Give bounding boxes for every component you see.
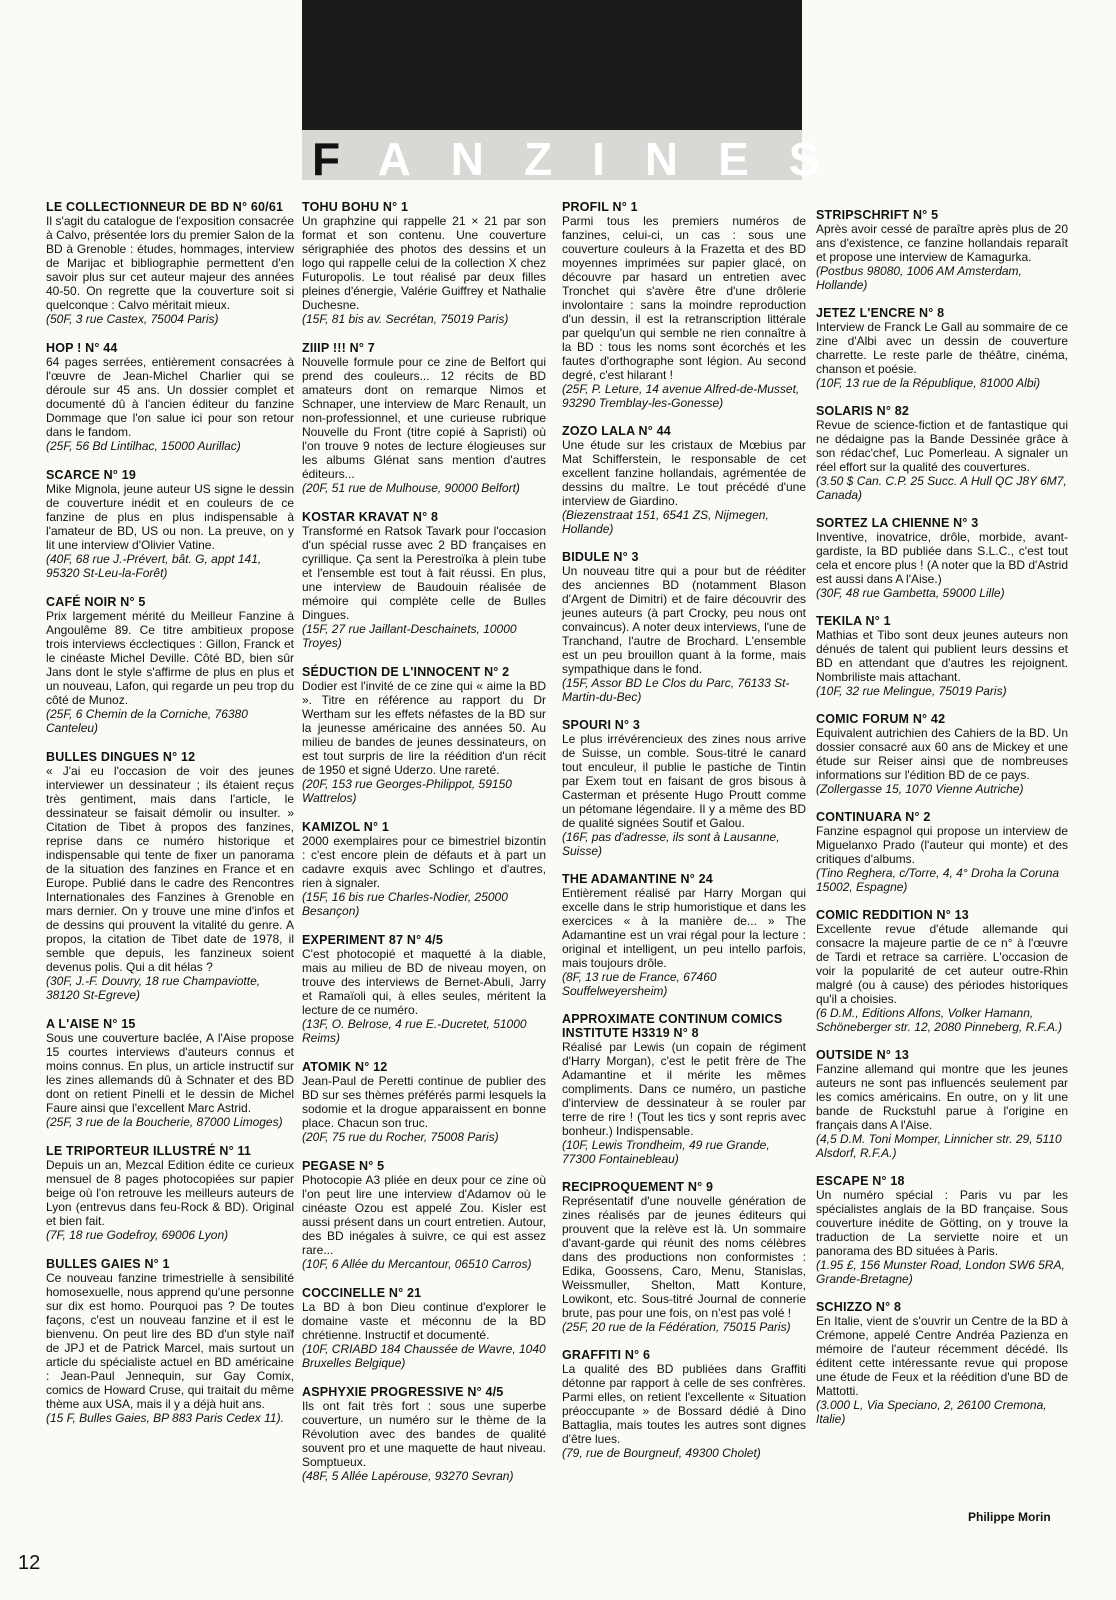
entry-title: BIDULE N° 3 — [562, 550, 639, 564]
entry-address: (4,5 D.M. Toni Momper, Linnicher str. 29, 5110 Alsdorf, R.F.A.) — [816, 1132, 1062, 1160]
entry-address: (20F, 153 rue Georges-Philippot, 59150 Wattrelos) — [302, 777, 512, 805]
entry-title: ATOMIK N° 12 — [302, 1060, 388, 1074]
entry-body: Sous une couverture baclée, A l'Aise propose 15 courtes interviews d'auteurs connus et moins connus. En plus, un article instructif sur les zines allemands dû à Schnater et des BD dont on retient Pinelli et le dessin de Michel Faure ainsi que l'excellent Marc Astrid. — [46, 1031, 294, 1115]
entry-body: Ce nouveau fanzine trimestrielle à sensibilité homosexuelle, nous apprend qu'une personne sur dix est homo. Pourquoi pas ? De toutes façons, c'est un nouveau fanzine et il est le bienvenu. On peut lire des BD d'un style naïf de JPJ et de Patrick Marcel, mais surtout un article du spécialiste actuel en BD américaine : Jean-Paul Jennequin, sur Gay Comix, comics de Howard Cruse, qui traitait du même thème aux USA, mais il y a déjà huit ans. — [46, 1271, 294, 1411]
entry-address: (Postbus 98080, 1006 AM Amsterdam, Hollande) — [816, 264, 1022, 292]
review-entry — [302, 1385, 546, 1483]
review-entry — [302, 341, 546, 495]
entry-title: SPOURI N° 3 — [562, 718, 641, 732]
entry-address: (15F, 27 rue Jaillant-Deschainets, 10000 Troyes) — [302, 622, 517, 650]
entry-body: Transformé en Ratsok Tavark pour l'occasion d'un spécial russe avec 2 BD françaises en cyrillique. Ça sent la Perestroïka à plein tube et l'ensemble est tout à fait réussi. En plus, une interview de Baudouin réalisée de mémoire qui complète celle de Bulles Dingues. — [302, 524, 546, 622]
header-title-band — [302, 130, 860, 185]
entry-body: Un numéro spécial : Paris vu par les spécialistes anglais de la BD française. Sous couverture inédite de Götting, on y trouve la traduction de La serviette noire et un panorama des BD situées à Paris. — [816, 1188, 1068, 1258]
entry-title: A L'AISE N° 15 — [46, 1017, 136, 1031]
entry-address: (15F, Assor BD Le Clos du Parc, 76133 St-Martin-du-Bec) — [562, 676, 790, 704]
entry-body: Représentatif d'une nouvelle génération de zines réalisés par de jeunes éditeurs qui prouvent que la relève est là. Un sommaire d'avant-garde qui réunit des noms célèbres dans des productions non conformistes : Edika, Goossens, Caro, Menu, Stanislas, Weissmuller, Shelton, Matt Konture, Lowikont, etc. Sous-titré Journal de connerie brute, pas pour une fois, on n'est pas volé ! — [562, 1194, 806, 1320]
review-entry — [302, 1159, 546, 1271]
review-entry — [302, 933, 546, 1045]
review-entry — [562, 718, 806, 858]
author-signature: Philippe Morin — [968, 1510, 1051, 1524]
entry-title: ESCAPE N° 18 — [816, 1174, 905, 1188]
review-entry — [816, 1300, 1068, 1426]
entry-address: (15 F, Bulles Gaies, BP 883 Paris Cedex 11). — [46, 1411, 284, 1425]
entry-address: (48F, 5 Allée Lapérouse, 93270 Sevran) — [302, 1469, 514, 1483]
review-entry — [46, 1144, 294, 1242]
review-entry — [46, 341, 294, 453]
page-title — [312, 132, 859, 186]
entry-address: (8F, 13 rue de France, 67460 Souffelweyersheim) — [562, 970, 717, 998]
entry-address: (10F, Lewis Trondheim, 49 rue Grande, 77300 Fontainebleau) — [562, 1138, 770, 1166]
entry-body: Réalisé par Lewis (un copain de régiment d'Harry Morgan), c'est le petit frère de The Adamantine et il mérite les mêmes compliments. Dans ce numéro, un pastiche d'interview de dessinateur à se rouler par terre de rire ! (Tout les tics y sont repris avec bonheur.) Indispensable. — [562, 1040, 806, 1138]
entry-address: (10F, 13 rue de la République, 81000 Albi) — [816, 376, 1041, 390]
entry-body: Il s'agit du catalogue de l'exposition consacrée à Calvo, présentée lors du premier Salon de la BD à Grenoble : études, hommages, interview de Marijac et bibliographie permettent d'en savoir plus sur cet auteur majeur des années 40-50. On regrette que la couverture soit si quelconque : Calvo méritait mieux. — [46, 214, 294, 312]
review-entry — [816, 810, 1068, 894]
review-entry — [816, 712, 1068, 796]
entry-body: C'est photocopié et maquetté à la diable, mais au milieu de BD de niveau moyen, on trouve des interviews de Bernet-Abuli, Jarry et Ramaïoli qui, à elles seules, méritent la lecture de ce numéro. — [302, 947, 546, 1017]
entry-title: TOHU BOHU N° 1 — [302, 200, 409, 214]
entry-body: Interview de Franck Le Gall au sommaire de ce zine d'Albi avec un dessin de couverture charrette. Le reste parle de théâtre, cinéma, chanson et poésie. — [816, 320, 1068, 376]
entry-title: APPROXIMATE CONTINUM COMICS INSTITUTE H3319 N° 8 — [562, 1012, 783, 1040]
entry-title: SORTEZ LA CHIENNE N° 3 — [816, 516, 979, 530]
entry-body: La qualité des BD publiées dans Graffiti détonne par rapport à celle de ses confrères. Parmi elles, on retient l'excellente « Situation préoccupante » de Bossard dédié à Dino Battaglia, mais toutes les autres sont dignes d'être lues. — [562, 1362, 806, 1446]
entry-body: Equivalent autrichien des Cahiers de la BD. Un dossier consacré aux 60 ans de Mickey et une étude sur Reiser ainsi que de nombreuses informations sur l'édition BD de ce pays. — [816, 726, 1068, 782]
entry-title: PEGASE N° 5 — [302, 1159, 385, 1173]
entry-address: (20F, 51 rue de Mulhouse, 90000 Belfort) — [302, 481, 520, 495]
entry-address: (50F, 3 rue Castex, 75004 Paris) — [46, 312, 219, 326]
review-entry — [562, 1012, 806, 1166]
entry-title: ZIIIP !!! N° 7 — [302, 341, 375, 355]
page-title-initial: F — [312, 133, 378, 185]
entry-body: Fanzine allemand qui montre que les jeunes auteurs ne sont pas influencés seulement par les comics américains. En outre, on y lit une bande de Ruckstuhl parue à l'origine en français dans A l'Aise. — [816, 1062, 1068, 1132]
entry-body: En Italie, vient de s'ouvrir un Centre de la BD à Crémone, appelé Centre Andréa Pazienza en mémoire de l'auteur récemment décédé. Ils éditent cette intéressante revue qui propose une étude de Feux et la réédition d'une BD de Mattotti. — [816, 1314, 1068, 1398]
entry-title: TEKILA N° 1 — [816, 614, 891, 628]
entry-title: LE TRIPORTEUR ILLUSTRÉ N° 11 — [46, 1144, 252, 1158]
entry-title: COMIC REDDITION N° 13 — [816, 908, 969, 922]
page-number: 12 — [18, 1552, 41, 1574]
review-entry — [816, 404, 1068, 502]
column-3 — [562, 200, 806, 1474]
entry-body: Nouvelle formule pour ce zine de Belfort qui prend des couleurs... 12 récits de BD amateurs dont on remarque Nimos et Schnaper, une interview de Marc Renault, un non-professionnel, et une curieuse rubrique Nouvelle du Front (titre copié à Sapristi) où l'on trouve 9 notes de lecture élogieuses sur les albums Glénat sans mention d'autres éditeurs... — [302, 355, 546, 481]
review-entry — [302, 1060, 546, 1144]
review-entry — [562, 550, 806, 704]
entry-address: (16F, pas d'adresse, ils sont à Lausanne, Suisse) — [562, 830, 780, 858]
entry-title: BULLES GAIES N° 1 — [46, 1257, 170, 1271]
review-entry — [816, 1048, 1068, 1160]
review-entry — [46, 595, 294, 735]
entry-address: (20F, 75 rue du Rocher, 75008 Paris) — [302, 1130, 499, 1144]
entry-body: Excellente revue d'étude allemande qui consacre la majeure partie de ce n° à l'œuvre de Tardi et retrace sa carrière. L'occasion de voir la popularité de cet auteur outre-Rhin malgré (ou à cause) des périodes historiques qu'il a choisies. — [816, 922, 1068, 1006]
entry-body: Dodier est l'invité de ce zine qui « aime la BD ». Titre en référence au rapport du Dr Wertham sur les effets néfastes de la BD sur la jeunesse américaine des années 50. Au milieu de bandes de jeunes dessinateurs, on est tout surpris de lire la réédition d'un récit de 1950 et signé Uderzo. Une rareté. — [302, 679, 546, 777]
entry-body: Photocopie A3 pliée en deux pour ce zine où l'on peut lire une interview d'Adamov où le cinéaste Ozou est appelé Zou. Kisler est aussi présent dans un court entretien. Autour, des BD inégales à suivre, ce qui est assez rare... — [302, 1173, 546, 1257]
entry-title: BULLES DINGUES N° 12 — [46, 750, 196, 764]
entry-title: THE ADAMANTINE N° 24 — [562, 872, 713, 886]
entry-address: (Biezenstraat 151, 6541 ZS, Nijmegen, Hollande) — [562, 508, 769, 536]
review-entry — [46, 1017, 294, 1129]
entry-body: Un nouveau titre qui a pour but de rééditer des anciennes BD (notamment Blason d'Argent de Dimitri) et de faire découvrir des jeunes auteurs (à part Crocky, peu nous ont convaincus). A noter deux interviews, l'une de Tranchand, l'autre de Brochard. L'ensemble est un peu brouillon quant à la forme, mais sympathique dans le fond. — [562, 564, 806, 676]
entry-title: OUTSIDE N° 13 — [816, 1048, 910, 1062]
entry-title: SÉDUCTION DE L'INNOCENT N° 2 — [302, 665, 510, 679]
entry-address: (79, rue de Bourgneuf, 49300 Cholet) — [562, 1446, 761, 1460]
entry-body: Mathias et Tibo sont deux jeunes auteurs non dénués de talent qui publient leurs dessins et BD en attendant que d'autres les rejoignent. Nombriliste mais attachant. — [816, 628, 1068, 684]
column-1 — [46, 200, 294, 1440]
review-entry — [562, 200, 806, 410]
entry-title: ZOZO LALA N° 44 — [562, 424, 671, 438]
entry-body: Depuis un an, Mezcal Edition édite ce curieux mensuel de 8 pages photocopiées sur papier beige où l'on retrouve les meilleurs auteurs de Lyon (entrevus dans feu-Rock & BD). Original et bien fait. — [46, 1158, 294, 1228]
entry-title: GRAFFITI N° 6 — [562, 1348, 651, 1362]
column-4 — [816, 208, 1068, 1440]
review-entry — [302, 200, 546, 326]
entry-body: « J'ai eu l'occasion de voir des jeunes interviewer un dessinateur ; ils étaient reçus très gentiment, mais dans l'article, le dessinateur se faisait démolir ou insulter. » Citation de Tibet à propos des fanzines, reprise dans ce numéro historique et indispensable qui tente de fixer un panorama de la situation des fanzines en France et en Europe. Publié dans le cadre des Rencontres Internationales des Fanzines à Grenoble en mars dernier. On y trouve une mine d'infos et de dessins qui prouvent la vitalité du genre. A propos, la citation de Tibet date de 1978, il semble que depuis, les fanzineux soient devenus polis. Qui a dit hélas ? — [46, 764, 294, 974]
review-entry — [816, 908, 1068, 1034]
review-entry — [302, 510, 546, 650]
column-2 — [302, 200, 546, 1498]
entry-title: RECIPROQUEMENT N° 9 — [562, 1180, 714, 1194]
entry-body: Le plus irrévérencieux des zines nous arrive de Suisse, un comble. Sous-titré le canard tout enculeur, il publie le pastiche de Tintin par Exem tout en faisant de gros bisous à Casterman et présente Hugo Proutt comme un pétomane légendaire. Il y a même des BD de qualité signées Soutif et Galou. — [562, 732, 806, 830]
entry-body: 2000 exemplaires pour ce bimestriel bizontin : c'est encore plein de défauts et à part un cadavre exquis avec Schlingo et d'autres, rien à signaler. — [302, 834, 546, 890]
review-entry — [46, 200, 294, 326]
entry-address: (25F, P. Leture, 14 avenue Alfred-de-Musset, 93290 Tremblay-les-Gonesse) — [562, 382, 800, 410]
entry-address: (25F, 20 rue de la Fédération, 75015 Paris) — [562, 1320, 791, 1334]
entry-body: Parmi tous les premiers numéros de fanzines, celui-ci, un cas : sous une couverture couleurs à la Frazetta et des BD moyennes imprimées sur papier glacé, on découvre par hasard un entretien avec Tronchet qui s'avère être d'une drôlerie involontaire : sans la moindre reproduction d'un dessin, il est la retranscription littérale par quelqu'un qui semble ne rien connaître à la BD : tous les noms sont écorchés et les fautes d'orthographe sont légion. Au second degré, c'est hilarant ! — [562, 214, 806, 382]
entry-address: (10F, 6 Allée du Mercantour, 06510 Carros) — [302, 1257, 532, 1271]
review-entry — [816, 516, 1068, 600]
review-entry — [46, 750, 294, 1002]
entry-address: (Zollergasse 15, 1070 Vienne Autriche) — [816, 782, 1024, 796]
entry-title: CONTINUARA N° 2 — [816, 810, 931, 824]
review-entry — [816, 1174, 1068, 1286]
entry-address: (1.95 £, 156 Munster Road, London SW6 5RA, Grande-Bretagne) — [816, 1258, 1065, 1286]
review-entry — [302, 820, 546, 918]
entry-body: Ils ont fait très fort : sous une superbe couverture, un numéro sur le thème de la Révolution avec des bandes de qualité souvent pro et une maquette de haut niveau. Somptueux. — [302, 1399, 546, 1469]
entry-address: (25F, 3 rue de la Boucherie, 87000 Limoges) — [46, 1115, 283, 1129]
entry-title: COCCINELLE N° 21 — [302, 1286, 422, 1300]
entry-body: Une étude sur les cristaux de Mœbius par Mat Schifferstein, le responsable de cet excellent fanzine hollandais, agrémentée de dessins du maître. Le tout précédé d'une interview de Giardino. — [562, 438, 806, 508]
entry-title: EXPERIMENT 87 N° 4/5 — [302, 933, 443, 947]
review-entry — [562, 424, 806, 536]
entry-address: (15F, 81 bis av. Secrétan, 75019 Paris) — [302, 312, 509, 326]
entry-address: (13F, O. Belrose, 4 rue E.-Ducretet, 51000 Reims) — [302, 1017, 527, 1045]
entry-address: (30F, J.-F. Douvry, 18 rue Champaviotte, 38120 St-Egreve) — [46, 974, 261, 1002]
review-entry — [302, 1286, 546, 1370]
review-entry — [816, 614, 1068, 698]
entry-title: ASPHYXIE PROGRESSIVE N° 4/5 — [302, 1385, 504, 1399]
entry-address: (15F, 16 bis rue Charles-Nodier, 25000 Besançon) — [302, 890, 508, 918]
entry-body: Après avoir cessé de paraître après plus de 20 ans d'existence, ce fanzine hollandais reparaît et propose une interview de Kamagurka. — [816, 222, 1068, 264]
entry-address: (10F, 32 rue Melingue, 75019 Paris) — [816, 684, 1007, 698]
review-entry — [46, 468, 294, 580]
entry-body: Prix largement mérité du Meilleur Fanzine à Angoulême 89. Ce titre ambitieux propose trois interviews écclectiques : Gillon, Franck et le cinéaste Michel Deville. Côté BD, bien sûr Jans dont le style s'affirme de plus en plus et un nouveau, Lafon, qui regarde un peu trop du côté de Munoz. — [46, 609, 294, 707]
entry-title: COMIC FORUM N° 42 — [816, 712, 946, 726]
entry-address: (6 D.M., Editions Alfons, Volker Hamann, Schöneberger str. 12, 2080 Pinneberg, R.F.A.) — [816, 1006, 1063, 1034]
entry-body: 64 pages serrées, entièrement consacrées à l'œuvre de Jean-Michel Charlier qui se déroule sur 45 ans. Un dossier complet et documenté dû à l'ancien éditeur du fanzine Dommage que l'on salue ici pour son retour dans le fandom. — [46, 355, 294, 439]
entry-title: LE COLLECTIONNEUR DE BD N° 60/61 — [46, 200, 284, 214]
entry-address: (7F, 18 rue Godefroy, 69006 Lyon) — [46, 1228, 229, 1242]
entry-body: Fanzine espagnol qui propose un interview de Miguelanxo Prado (l'auteur qui monte) et des critiques d'albums. — [816, 824, 1068, 866]
review-entry — [562, 872, 806, 998]
entry-address: (25F, 56 Bd Lintilhac, 15000 Aurillac) — [46, 439, 241, 453]
entry-title: KAMIZOL N° 1 — [302, 820, 390, 834]
entry-title: SCARCE N° 19 — [46, 468, 137, 482]
entry-title: CAFÉ NOIR N° 5 — [46, 595, 146, 609]
entry-title: PROFIL N° 1 — [562, 200, 638, 214]
entry-title: SOLARIS N° 82 — [816, 404, 910, 418]
entry-body: Un graphzine qui rappelle 21 × 21 par son format et son contenu. Une couverture sérigraphiée des photos des dessins et un logo qui rappelle celui de la collection X chez Futuropolis. Le tout réalisé par deux filles pleines d'énergie, Valérie Guiffrey et Nathalie Duchesne. — [302, 214, 546, 312]
entry-title: SCHIZZO N° 8 — [816, 1300, 902, 1314]
entry-body: Jean-Paul de Peretti continue de publier des BD sur ses thèmes préférés parmi lesquels la sodomie et la drogue apparaissent en bonne place. Chacun son truc. — [302, 1074, 546, 1130]
entry-address: (40F, 68 rue J.-Prévert, bât. G, appt 141, 95320 St-Leu-la-Forêt) — [46, 552, 262, 580]
entry-title: KOSTAR KRAVAT N° 8 — [302, 510, 439, 524]
entry-body: La BD à bon Dieu continue d'explorer le domaine vaste et méconnu de la BD chrétienne. Instructif et documenté. — [302, 1300, 546, 1342]
review-entry — [562, 1180, 806, 1334]
entry-title: STRIPSCHRIFT N° 5 — [816, 208, 939, 222]
entry-address: (30F, 48 rue Gambetta, 59000 Lille) — [816, 586, 1005, 600]
review-entry — [46, 1257, 294, 1425]
entry-body: Inventive, inovatrice, drôle, morbide, avant-gardiste, la BD publiée dans S.L.C., c'est tout cela et encore plus ! (A noter que la BD d'Astrid est aussi dans A l'Aise.) — [816, 530, 1068, 586]
review-entry — [816, 208, 1068, 292]
entry-address: (Tino Reghera, c/Torre, 4, 4° Droha la Coruna 15002, Espagne) — [816, 866, 1060, 894]
entry-title: JETEZ L'ENCRE N° 8 — [816, 306, 945, 320]
entry-title: HOP ! N° 44 — [46, 341, 118, 355]
entry-address: (3.50 $ Can. C.P. 25 Succ. A Hull QC J8Y 6M7, Canada) — [816, 474, 1067, 502]
review-entry — [562, 1348, 806, 1460]
entry-address: (10F, CRIABD 184 Chaussée de Wavre, 1040 Bruxelles Belgique) — [302, 1342, 546, 1370]
review-entry — [302, 665, 546, 805]
header-black-banner — [302, 0, 802, 130]
entry-address: (25F, 6 Chemin de la Corniche, 76380 Canteleu) — [46, 707, 248, 735]
review-entry — [816, 306, 1068, 390]
page-title-rest: ANZINES — [377, 133, 860, 185]
entry-body: Revue de science-fiction et de fantastique qui ne dédaigne pas la Bande Dessinée grâce à son rédac'chef, Luc Pomerleau. A signaler un réel effort sur la qualité des couvertures. — [816, 418, 1068, 474]
entry-body: Entièrement réalisé par Harry Morgan qui excelle dans le strip humoristique et dans les exercices « à la manière de... » The Adamantine est un vrai régal pour la lecture : original et intelligent, un peu intello parfois, mais toujours drôle. — [562, 886, 806, 970]
entry-address: (3.000 L, Via Speciano, 2, 26100 Cremona, Italie) — [816, 1398, 1047, 1426]
entry-body: Mike Mignola, jeune auteur US signe le dessin de couverture inédit et en couleurs de ce fanzine de plus en plus indispensable à l'amateur de BD, US ou non. La preuve, on y lit une interview d'Olivier Vatine. — [46, 482, 294, 552]
